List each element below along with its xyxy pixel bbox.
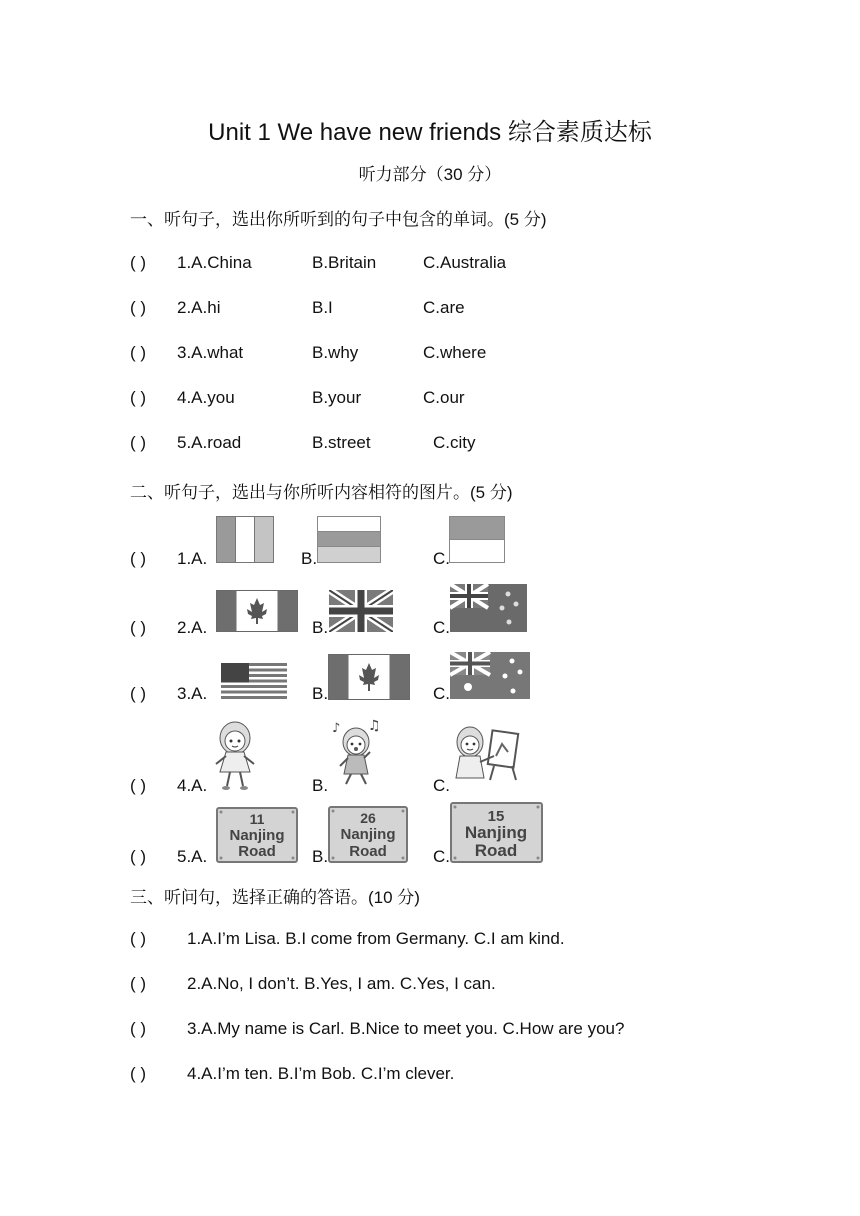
option-a: 3.A.what: [177, 343, 244, 362]
option-b: B.I: [312, 298, 333, 317]
flag-union-jack-icon[interactable]: [329, 590, 393, 632]
svg-text:♫: ♫: [368, 718, 381, 734]
sign-line2: Road: [238, 843, 276, 860]
option-a: 2.A.hi: [177, 298, 221, 317]
answer-blank[interactable]: ( ): [130, 776, 147, 795]
option-c: C.where: [423, 343, 487, 362]
answer-blank[interactable]: ( ): [130, 549, 147, 568]
flag-canada-icon[interactable]: [328, 654, 410, 700]
flag-new-zealand-icon[interactable]: [450, 584, 527, 632]
page-subtitle: 听力部分（30 分）: [358, 165, 502, 184]
flag-vertical-tricolor-icon[interactable]: [216, 516, 274, 563]
flag-australia-icon[interactable]: [450, 652, 530, 699]
flag-canada-icon[interactable]: [216, 590, 298, 632]
option-b: B.Britain: [312, 253, 377, 272]
answer-blank[interactable]: ( ): [130, 388, 147, 407]
option-c: C.city: [433, 433, 476, 452]
answer-blank[interactable]: ( ): [130, 684, 147, 703]
section3-item-3: 3.A.My name is Carl. B.Nice to meet you. C.How are you?: [187, 1019, 625, 1038]
answer-blank[interactable]: ( ): [130, 618, 147, 637]
road-sign-26-icon[interactable]: [328, 806, 408, 863]
section3-heading: 三、听问句，选择正确的答语。(10 分): [130, 888, 420, 907]
girl-dancing-icon[interactable]: [212, 720, 258, 792]
option-b: B.: [301, 549, 318, 568]
sign-line1: Nanjing: [340, 826, 396, 843]
flag-usa-icon[interactable]: [221, 663, 287, 699]
road-sign-15-icon[interactable]: [450, 802, 543, 863]
answer-blank[interactable]: ( ): [130, 343, 147, 362]
sign-number: 15: [487, 808, 505, 825]
section3-item-4: 4.A.I’m ten. B.I’m Bob. C.I’m clever.: [187, 1064, 455, 1083]
answer-blank[interactable]: ( ): [130, 847, 147, 866]
answer-blank[interactable]: ( ): [130, 1019, 147, 1038]
answer-blank[interactable]: ( ): [130, 253, 147, 272]
sign-line2: Road: [349, 843, 387, 860]
sign-line1: Nanjing: [464, 823, 528, 842]
answer-blank[interactable]: ( ): [130, 298, 147, 317]
option-b: B.: [312, 776, 329, 795]
option-b: B.street: [312, 433, 371, 452]
option-c: C.: [433, 776, 450, 795]
flag-horizontal-tricolor-icon[interactable]: [317, 516, 381, 563]
option-b: B.why: [312, 343, 359, 362]
option-c: C.: [433, 549, 450, 568]
section2-heading: 二、听句子，选出与你所听内容相符的图片。(5 分): [130, 483, 513, 502]
option-b: B.: [312, 684, 329, 703]
option-b: B.: [312, 618, 329, 637]
sign-line2: Road: [474, 841, 518, 860]
section3-item-2: 2.A.No, I don’t. B.Yes, I am. C.Yes, I can.: [187, 974, 496, 993]
option-c: C.: [433, 684, 450, 703]
page-title: Unit 1 We have new friends 综合素质达标: [208, 119, 652, 146]
option-c: C.Australia: [423, 253, 507, 272]
option-a: 4.A.you: [177, 388, 235, 407]
answer-blank[interactable]: ( ): [130, 974, 147, 993]
flag-horizontal-bicolor-icon[interactable]: [449, 516, 505, 563]
option-a: 5.A.: [177, 847, 208, 866]
answer-blank[interactable]: ( ): [130, 433, 147, 452]
option-c: C.: [433, 847, 450, 866]
sign-line1: Nanjing: [229, 827, 285, 844]
girl-drawing-icon[interactable]: [450, 722, 522, 784]
option-a: 5.A.road: [177, 433, 242, 452]
option-b: B.your: [312, 388, 362, 407]
girl-singing-icon[interactable]: [330, 718, 384, 788]
sign-number: 26: [360, 810, 376, 826]
option-a: 4.A.: [177, 776, 208, 795]
answer-blank[interactable]: ( ): [130, 1064, 147, 1083]
road-sign-11-icon[interactable]: [216, 807, 298, 863]
sign-number: 11: [249, 811, 265, 827]
section1-heading: 一、听句子，选出你所听到的句子中包含的单词。(5 分): [130, 210, 547, 229]
option-c: C.our: [423, 388, 465, 407]
answer-blank[interactable]: ( ): [130, 929, 147, 948]
option-a: 1.A.China: [177, 253, 252, 272]
svg-text:♪: ♪: [332, 721, 341, 736]
option-a: 2.A.: [177, 618, 208, 637]
section3-item-1: 1.A.I’m Lisa. B.I come from Germany. C.I am kind.: [187, 929, 565, 948]
option-b: B.: [312, 847, 329, 866]
option-a: 3.A.: [177, 684, 208, 703]
option-c: C.: [433, 618, 450, 637]
option-a: 1.A.: [177, 549, 208, 568]
option-c: C.are: [423, 298, 465, 317]
